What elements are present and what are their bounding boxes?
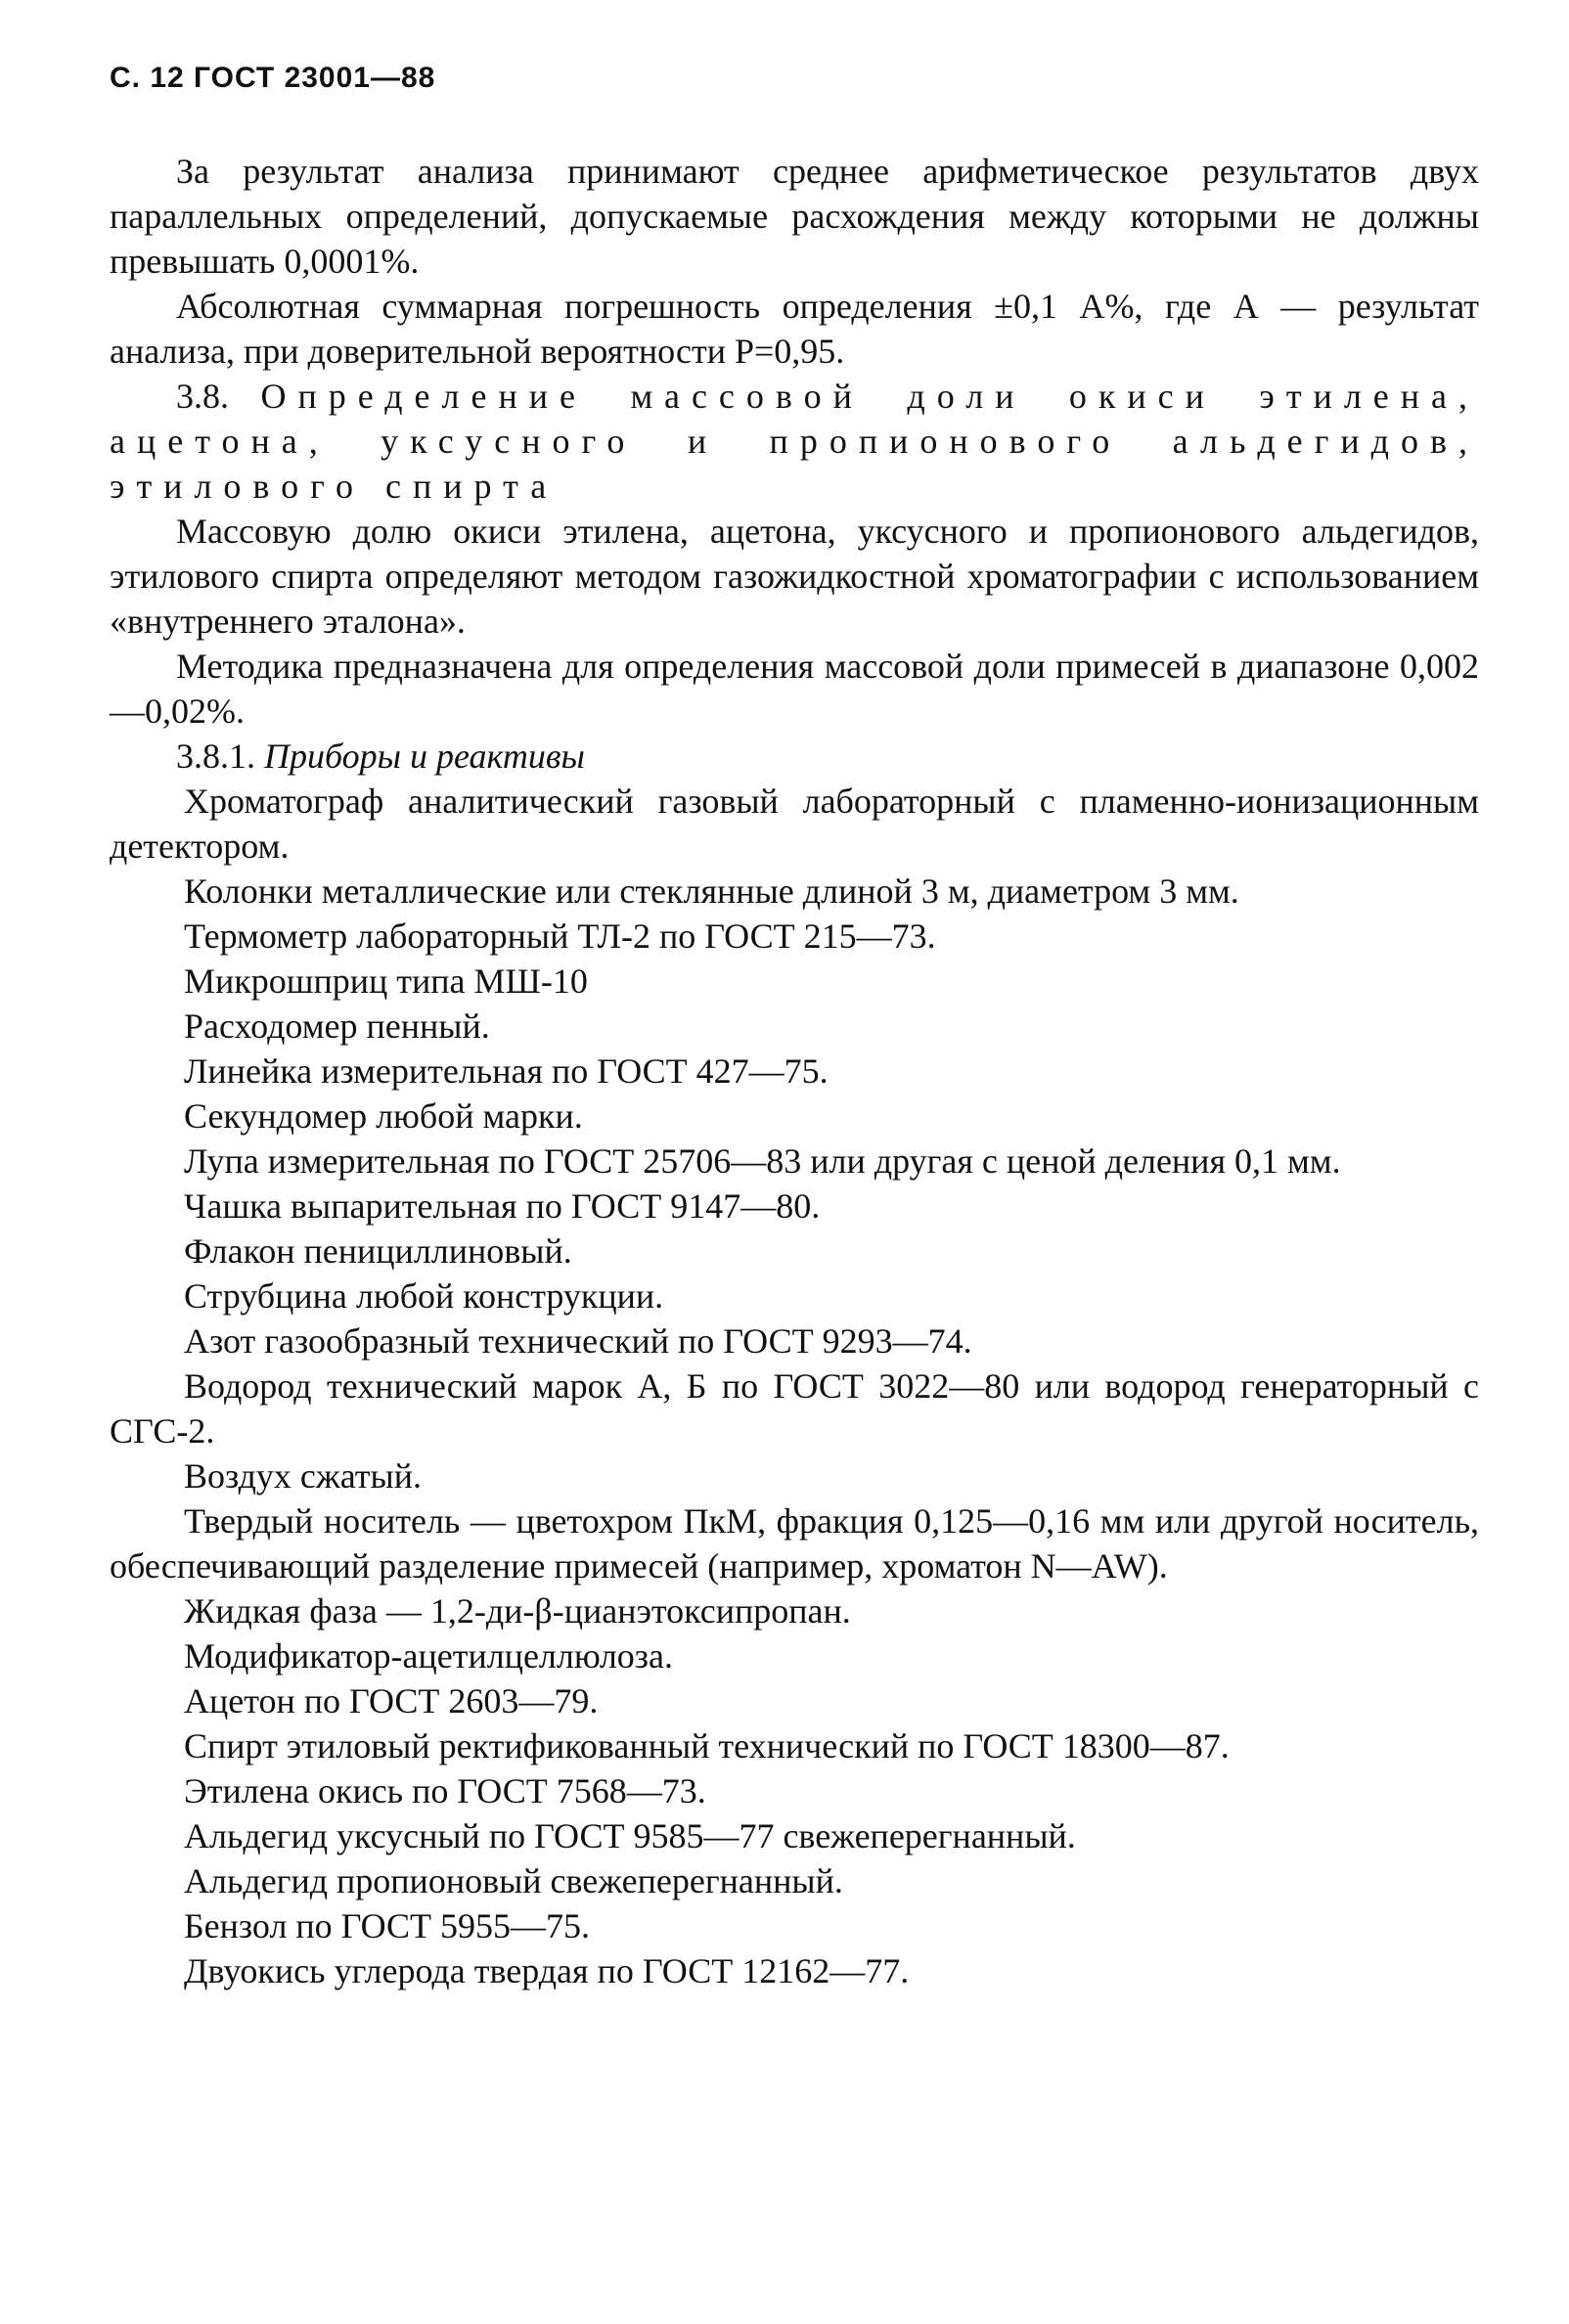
list-item: Лупа измерительная по ГОСТ 25706—83 или другая с ценой деления 0,1 мм. — [184, 1141, 1341, 1181]
list-item: Модификатор-ацетилцеллюлоза. — [184, 1636, 674, 1676]
list-item: Жидкая фаза — 1,2-ди-β-цианэтоксипропан. — [184, 1591, 851, 1631]
section-3-8-number: 3.8. — [176, 377, 229, 416]
list-item: Хроматограф аналитический газовый лабораторный с пламенно-ионизационным детектором. — [110, 782, 1479, 866]
list-item: Флакон пенициллиновый. — [184, 1231, 572, 1271]
list-item: Бензол по ГОСТ 5955—75. — [184, 1906, 591, 1945]
list-item: Альдегид уксусный по ГОСТ 9585—77 свежеперегнанный. — [184, 1816, 1076, 1855]
paragraph-result: За результат анализа принимают среднее арифметическое результатов двух параллельных определений, допускаемые расхождения между которыми не должны превышать 0,0001%. — [110, 152, 1479, 281]
page-header: С. 12 ГОСТ 23001—88 — [110, 62, 436, 94]
list-item: Ацетон по ГОСТ 2603—79. — [184, 1681, 599, 1721]
paragraph-error: Абсолютная суммарная погрешность определения ±0,1 А%, где А — результат анализа, при доверительной вероятности Р=0,95. — [110, 287, 1479, 371]
list-item: Линейка измерительная по ГОСТ 427—75. — [184, 1051, 829, 1091]
list-item: Термометр лабораторный ТЛ-2 по ГОСТ 215—73. — [184, 916, 936, 956]
list-item: Секундомер любой марки. — [184, 1096, 583, 1136]
list-item: Азот газообразный технический по ГОСТ 9293—74. — [184, 1321, 972, 1361]
list-item: Этилена окись по ГОСТ 7568—73. — [184, 1771, 706, 1810]
list-item: Микрошприц типа МШ-10 — [184, 961, 588, 1001]
list-item: Расходомер пенный. — [184, 1006, 490, 1046]
section-3-8-1-heading — [110, 734, 1479, 779]
list-item: Твердый носитель — цветохром ПкМ, фракция 0,125—0,16 мм или другой носитель, обеспечивающий разделение примесей (например, хроматон N—AW). — [110, 1501, 1479, 1586]
list-item: Чашка выпарительная по ГОСТ 9147—80. — [184, 1186, 821, 1226]
instruments-list — [110, 779, 1479, 1993]
list-item: Воздух сжатый. — [184, 1456, 422, 1496]
paragraph-method: Массовую долю окиси этилена, ацетона, уксусного и пропионового альдегидов, этилового спирта определяют методом газожидкостной хроматографии с использованием «внутреннего эталона». — [110, 512, 1479, 641]
list-item: Альдегид пропионовый свежеперегнанный. — [184, 1861, 843, 1900]
list-item: Спирт этиловый ректификованный технический по ГОСТ 18300—87. — [184, 1726, 1230, 1765]
document-page — [110, 59, 1479, 1993]
list-item: Колонки металлические или стеклянные длиной 3 м, диаметром 3 мм. — [184, 872, 1239, 911]
paragraph-range: Методика предназначена для определения массовой доли примесей в диапазоне 0,002—0,02%. — [110, 647, 1479, 731]
list-item: Струбцина любой конструкции. — [184, 1276, 664, 1316]
section-3-8-1-number: 3.8.1. — [176, 737, 255, 776]
section-3-8-heading — [110, 374, 1479, 509]
section-3-8-title: Определение массовой доли окиси этилена, ацетона, уксусного и пропионового альдегидов, этилового спирта — [110, 377, 1480, 506]
section-3-8-1-title: Приборы и реактивы — [264, 737, 585, 776]
list-item: Водород технический марок А, Б по ГОСТ 3022—80 или водород генераторный с СГС-2. — [110, 1366, 1479, 1451]
list-item: Двуокись углерода твердая по ГОСТ 12162—77. — [184, 1951, 910, 1990]
